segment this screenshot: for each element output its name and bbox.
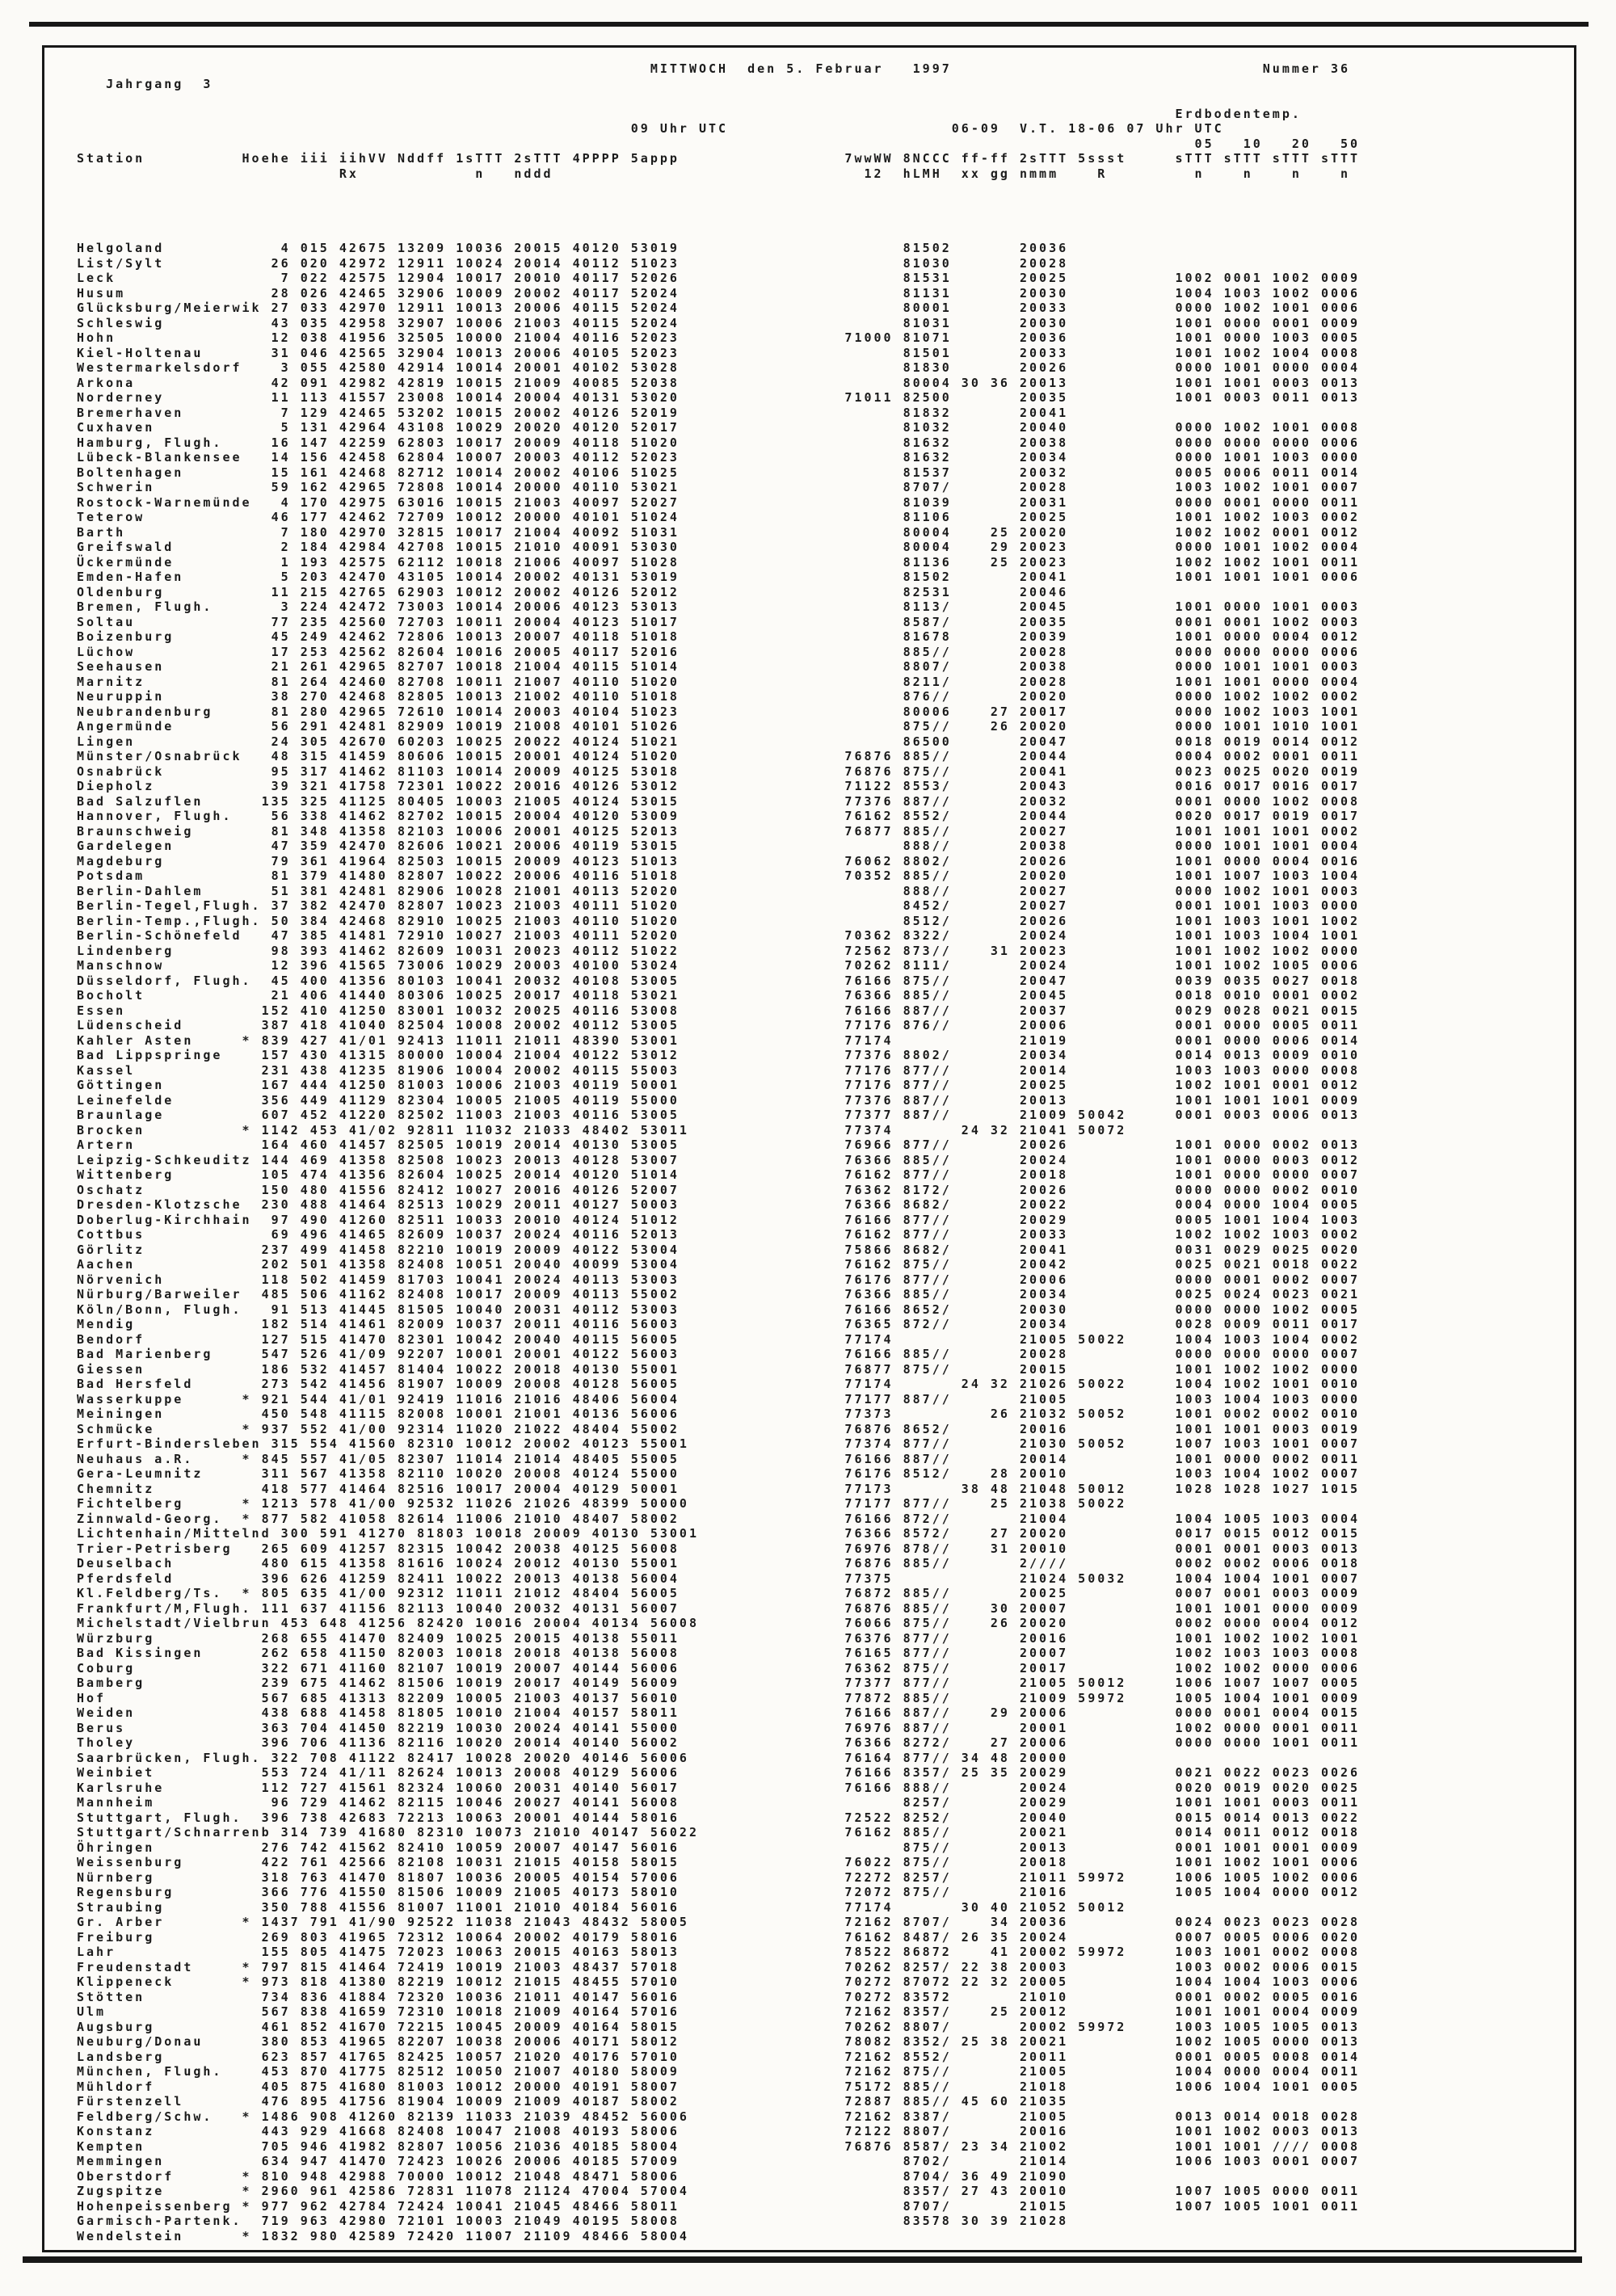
station-row-410: Essen 152 410 41250 83001 10032 20025 40116 53008 76166 887// 20037 0029 0028 0021 0015: [77, 1003, 1361, 1018]
station-row-156: Lübeck-Blankensee 14 156 42458 62804 10007 20003 40112 52023 81632 20034 0000 1001 1003 0000: [77, 450, 1361, 465]
station-row-526: Bad Marienberg 547 526 41/09 92207 10001 20001 40122 56003 76166 885// 20028 0000 0000 0000 0007: [77, 1347, 1361, 1361]
station-row-249: Boizenburg 45 249 42462 72806 10013 20007 40118 51018 81678 20039 1001 0000 0004 0012: [77, 629, 1361, 644]
station-row-325: Bad Salzuflen 135 325 41125 80405 10003 21005 40124 53015 77376 887// 20032 0001 0000 1002 0008: [77, 793, 1361, 809]
station-row-501: Aachen 202 501 41358 82408 10051 20040 40099 53004 76162 875// 20042 0025 0021 0018 0022: [77, 1257, 1361, 1272]
station-row-321: Diepholz 39 321 41758 72301 10022 20016 40126 53012 71122 8553/ 20043 0016 0017 0016 0017: [77, 779, 1361, 793]
station-row-655: Würzburg 268 655 41470 82409 10025 20015 40138 55011 76376 877// 20016 1001 1002 1002 1001: [77, 1630, 1361, 1646]
station-row-626: Pferdsfeld 396 626 41259 82411 10022 20013 40138 56004 77375 21024 50032 1004 1004 1001 0007: [77, 1571, 1361, 1586]
station-row-305: Lingen 24 305 42670 60203 10025 20022 40124 51021 86500 20047 0018 0019 0014 0012: [77, 734, 1361, 749]
station-row-430: Bad Lippspringe 157 430 41315 80000 10004 21004 40122 53012 77376 8802/ 20034 0014 0013 0009 0010: [77, 1048, 1361, 1062]
station-row-460: Artern 164 460 41457 82505 10019 20014 40130 53005 76966 877// 20026 1001 0000 0002 0013: [77, 1137, 1361, 1152]
station-row-515: Bendorf 127 515 41470 82301 10042 20040 40115 56005 77174 21005 50022 1004 1003 1004 0002: [77, 1331, 1361, 1347]
station-row-658: Bad Kissingen 262 658 41150 82003 10018 20018 40138 56008 76165 877// 20007 1002 1003 1003 0008: [77, 1646, 1361, 1660]
station-row-261: Seehausen 21 261 42965 82707 10018 21004 40115 51014 8807/ 20038 0000 1001 1001 0003: [77, 659, 1361, 674]
station-row-578: Fichtelberg * 1213 578 41/00 92532 11026 21026 48399 50000 77177 877// 25 21038 50022: [77, 1496, 1127, 1511]
header-line-1: Jahrgang 3: [77, 76, 213, 91]
station-row-805: Lahr 155 805 41475 72023 10063 20015 40163 58013 78522 86872 41 20002 59972 1003 1001 0002 0008: [77, 1945, 1361, 1959]
station-row-929: Konstanz 443 929 41668 82408 10047 21008 40193 58006 72122 8807/ 20016 1001 1002 0003 0013: [77, 2124, 1361, 2138]
station-row-396: Manschnow 12 396 41565 73006 10029 20003 40100 53024 70262 8111/ 20024 1001 1002 1005 0006: [77, 958, 1361, 973]
station-row-055: Westermarkelsdorf 3 055 42580 42914 10014 20001 40102 53028 81830 20026 0000 1001 0000 0004: [77, 360, 1361, 375]
station-row-359: Gardelegen 47 359 42470 82606 10021 20006 40119 53015 888// 20038 0000 1001 1001 0004: [77, 839, 1361, 853]
station-row-384: Berlin-Temp.,Flugh. 50 384 42468 82910 10025 21003 40110 51020 8512/ 20026 1001 1003 1001 1002: [77, 913, 1361, 928]
station-row-026: Husum 28 026 42465 32906 10009 20002 40117 52024 81131 20030 1004 1003 1002 0006: [77, 285, 1361, 301]
station-row-453: Brocken * 1142 453 41/02 92811 11032 21033 48402 53011 77374 24 32 21041 50072: [77, 1122, 1127, 1137]
station-row-193: Ückermünde 1 193 42575 62112 10018 21006 40097 51028 81136 25 20023 1002 1002 1001 0011: [77, 554, 1361, 570]
station-row-406: Bocholt 21 406 41440 80306 10025 20017 40118 53021 76366 885// 20045 0018 0010 0001 0002: [77, 988, 1361, 1003]
station-row-022: Leck 7 022 42575 12904 10017 20010 40117 52026 81531 20025 1002 0001 1002 0009: [77, 271, 1361, 285]
header-line-11: [77, 226, 1572, 242]
station-row-385: Berlin-Schönefeld 47 385 41481 72910 10027 21003 40111 52020 70362 8322/ 20024 1001 1003 1004 1001: [77, 928, 1361, 943]
station-row-544: Wasserkuppe * 921 544 41/01 92419 11016 21016 48406 56004 77177 887// 21005 1003 1004 1003 0000: [77, 1391, 1361, 1407]
station-row-161: Boltenhagen 15 161 42468 82712 10014 20002 40106 51025 81537 20032 0005 0006 0011 0014: [77, 465, 1361, 480]
station-row-724: Weinbiet 553 724 41/11 82624 10013 20008 40129 56006 76166 8357/ 25 35 20029 0021 0022 0023 0026: [77, 1765, 1361, 1780]
station-row-379: Potsdam 81 379 41480 82807 10022 20006 40116 51018 70352 885// 20020 1001 1007 1003 1004: [77, 868, 1361, 883]
station-row-727: Karlsruhe 112 727 41561 82324 10060 20031 40140 56017 76166 888// 20024 0020 0019 0020 0025: [77, 1780, 1361, 1795]
station-row-853: Neuburg/Donau 380 853 41965 82207 10038 20006 40171 58012 78082 8352/ 25 38 20021 1002 1005 0000 0013: [77, 2034, 1361, 2049]
station-row-170: Rostock-Warnemünde 4 170 42975 63016 10015 21003 40097 52027 81039 20031 0000 0001 0000 0011: [77, 494, 1361, 510]
station-row-291: Angermünde 56 291 42481 82909 10019 21008 40101 51026 875// 26 20020 0000 1001 1010 1001: [77, 719, 1361, 734]
station-row-035: Schleswig 43 035 42958 32907 10006 21003 40115 52024 81031 20030 1001 0000 0001 0009: [77, 315, 1361, 330]
station-row-449: Leinefelde 356 449 41129 82304 10005 21005 40119 55000 77376 887// 20013 1001 1001 1001 0009: [77, 1092, 1361, 1108]
station-row-685: Hof 567 685 41313 82209 10005 21003 40137 56010 77872 885// 21009 59972 1005 1004 1001 0009: [77, 1690, 1361, 1705]
station-row-557: Neuhaus a.R. * 845 557 41/05 82307 11014 21014 48405 55005 76166 887// 20014 1001 0000 0002 0011: [77, 1451, 1361, 1466]
station-row-542: Bad Hersfeld 273 542 41456 81907 10009 20008 40128 56005 77174 24 32 21026 50022 1004 1002 1001 0010: [77, 1377, 1361, 1391]
station-row-591: Lichtenhain/Mittelnd 300 591 41270 81803 10018 20009 40130 53001 76366 8572/ 27 20020 0017 0015 0012 0015: [77, 1526, 1361, 1541]
station-row-788: Straubing 350 788 41556 81007 11001 21010 40184 56016 77174 30 40 21052 50012: [77, 1899, 1127, 1915]
station-row-815: Freudenstadt * 797 815 41464 72419 10019 21003 48437 57018 70262 8257/ 22 38 20003 1003 0002 0006 0015: [77, 1959, 1361, 1974]
station-row-818: Klippeneck * 973 818 41380 82219 10012 21015 48455 57010 70272 87072 22 32 20005 1004 1004 1003 0006: [77, 1974, 1361, 1989]
station-row-738: Stuttgart, Flugh. 396 738 42683 72213 10063 20001 40144 58016 72522 8252/ 20040 0015 0014 0013 0022: [77, 1810, 1361, 1825]
station-row-582: Zinnwald-Georg. * 877 582 41058 82614 11006 21010 48407 58002 76166 872// 21004 1004 1005 1003 0004: [77, 1511, 1361, 1526]
header-line-2: [77, 91, 1572, 107]
station-row-948: Oberstdorf * 810 948 42988 70000 10012 21048 48471 58006 8704/ 36 49 21090: [77, 2168, 1069, 2184]
station-row-729: Mannheim 96 729 41462 82115 10046 20027 40141 56008 8257/ 20029 1001 1001 0003 0011: [77, 1795, 1361, 1810]
station-row-046: Kiel-Holtenau 31 046 42565 32904 10013 20006 40105 52023 81501 20033 1001 1002 1004 0008: [77, 345, 1361, 360]
station-row-474: Wittenberg 105 474 41356 82604 10025 20014 40120 51014 76162 877// 20018 1001 0000 0000 0007: [77, 1167, 1361, 1182]
station-row-427: Kahler Asten * 839 427 41/01 92413 11011 21011 48390 53001 77174 21019 0001 0000 0006 0014: [77, 1032, 1361, 1048]
station-row-803: Freiburg 269 803 41965 72312 10064 20002 40179 58016 76162 8487/ 26 35 20024 0007 0005 0006 0020: [77, 1929, 1361, 1945]
station-row-706: Tholey 396 706 41136 82116 10020 20014 40140 56002 76366 8272/ 27 20006 0000 0000 1001 0011: [77, 1735, 1361, 1750]
station-row-113: Norderney 11 113 41557 23008 10014 20004 40131 53020 71011 82500 20035 1001 0003 0011 0013: [77, 390, 1361, 405]
header-line-6: Station Hoehe iii iihVV Nddff 1sTTT 2sTTT 4PPPP 5appp 7wwWW 8NCCC ff-ff 2sTTT 5ssst sTTT sTTT sTTT sTTT: [77, 151, 1361, 166]
station-row-552: Schmücke * 937 552 41/00 92314 11020 21022 48404 55002 76876 8652/ 20016 1001 1001 0003 0019: [77, 1421, 1361, 1436]
station-row-131: Cuxhaven 5 131 42964 43108 10029 20020 40120 52017 81032 20040 0000 1002 1001 0008: [77, 420, 1361, 435]
station-row-418: Lüdenscheid 387 418 41040 82504 10008 20002 40112 53005 77176 876// 20006 0001 0000 0005 0011: [77, 1018, 1361, 1032]
station-row-338: Hannover, Flugh. 56 338 41462 82702 10015 20004 40120 53009 76162 8552/ 20044 0020 0017 0019 0017: [77, 809, 1361, 823]
header-line-9: [77, 196, 1572, 212]
station-row-980: Wendelstein * 1832 980 42589 72420 11007 21109 48466 58004: [77, 2228, 689, 2243]
station-row-554: Erfurt-Bindersleben 315 554 41560 82310 10012 20002 40123 55001 77374 877// 21030 50052 1007 1003 1001 0007: [77, 1436, 1361, 1451]
station-row-875: Mühldorf 405 875 41680 81003 10012 20000 40191 58007 75172 885// 21018 1006 1004 1001 0005: [77, 2079, 1361, 2094]
station-row-317: Osnabrück 95 317 41462 81103 10014 20009 40125 53018 76876 875// 20041 0023 0025 0020 0019: [77, 763, 1361, 779]
station-row-348: Braunschweig 81 348 41358 82103 10006 20001 40125 52013 76877 885// 20027 1001 1001 1001 0002: [77, 823, 1361, 839]
station-row-270: Neuruppin 38 270 42468 82805 10013 21002 40110 51018 876// 20020 0000 1002 1002 0002: [77, 689, 1361, 704]
station-row-129: Bremerhaven 7 129 42465 53202 10015 20002 40126 52019 81832 20041: [77, 405, 1069, 420]
station-row-548: Meiningen 450 548 41115 82008 10001 21001 40136 56006 77373 26 21032 50052 1001 0002 0002 0010: [77, 1407, 1361, 1421]
station-row-469: Leipzig-Schkeuditz 144 469 41358 82508 10023 20013 40128 53007 76366 885// 20024 1001 0000 0003 0012: [77, 1152, 1361, 1167]
station-row-215: Oldenburg 11 215 42765 62903 10012 20002 40126 52012 82531 20046: [77, 584, 1069, 599]
station-row-577: Chemnitz 418 577 41464 82516 10017 20004 40129 50001 77173 38 48 21048 50012 1028 1028 1027 1015: [77, 1481, 1361, 1496]
station-row-381: Berlin-Dahlem 51 381 42481 82906 10028 21001 40113 52020 888// 20027 0000 1002 1001 0003: [77, 883, 1361, 898]
header-line-0: MITTWOCH den 5. Februar 1997 Nummer 36: [77, 61, 1351, 76]
station-row-147: Hamburg, Flugh. 16 147 42259 62803 10017 20009 40118 51020 81632 20038 0000 0000 0000 0006: [77, 435, 1361, 450]
station-row-224: Bremen, Flugh. 3 224 42472 73003 10014 20006 40123 53013 8113/ 20045 1001 0000 1001 0003: [77, 599, 1361, 614]
station-row-480: Oschatz 150 480 41556 82412 10027 20016 40126 52007 76362 8172/ 20026 0000 0000 0002 0010: [77, 1182, 1361, 1197]
station-row-870: München, Flugh. 453 870 41775 82512 10050 21007 40180 58009 72162 875// 21005 1004 0000 0004 0011: [77, 2064, 1361, 2079]
station-row-253: Lüchow 17 253 42562 82604 10016 20005 40117 52016 885// 20028 0000 0000 0000 0006: [77, 644, 1361, 659]
station-row-315: Münster/Osnabrück 48 315 41459 80606 10015 20001 40124 51020 76876 885// 20044 0004 0002 0001 0011: [77, 749, 1361, 763]
station-row-502: Nörvenich 118 502 41459 81703 10041 20024 40113 53003 76176 877// 20006 0000 0001 0002 0007: [77, 1272, 1361, 1287]
station-row-438: Kassel 231 438 41235 81906 10004 20002 40115 55003 77176 877// 20014 1003 1003 0000 0008: [77, 1062, 1361, 1078]
station-row-908: Feldberg/Schw. * 1486 908 41260 82139 11033 21039 48452 56006 72162 8387/ 21005 0013 0014 0018 0028: [77, 2109, 1361, 2124]
station-row-162: Schwerin 59 162 42965 72808 10014 20000 40110 53021 8707/ 20028 1003 1002 1001 0007: [77, 480, 1361, 494]
station-row-615: Deuselbach 480 615 41358 81616 10024 20012 40130 55001 76876 885// 2//// 0002 0002 0006 0018: [77, 1556, 1361, 1571]
station-row-180: Barth 7 180 42970 32815 10017 21004 40092 51031 80004 25 20020 1002 1002 0001 0012: [77, 524, 1361, 540]
station-row-203: Emden-Hafen 5 203 42470 43105 10014 20002 40131 53019 81502 20041 1001 1001 1001 0006: [77, 570, 1361, 584]
station-row-020: List/Sylt 26 020 42972 12911 10024 20014 40112 51023 81030 20028: [77, 255, 1069, 271]
header-line-8: [77, 181, 1572, 196]
station-row-742: Öhringen 276 742 41562 82410 10059 20007 40147 56016 875// 20013 0001 1001 0001 0009: [77, 1840, 1361, 1855]
station-row-648: Michelstadt/Vielbrun 453 648 41256 82420 10016 20004 40134 56008 76066 875// 26 20020 0002 0000 0004 0012: [77, 1616, 1361, 1630]
station-row-763: Nürnberg 318 763 41470 81807 10036 20005 40154 57006 72272 8257/ 21011 59972 1006 1005 1002 0006: [77, 1869, 1361, 1885]
station-row-361: Magdeburg 79 361 41964 82503 10015 20009 40123 51013 76062 8802/ 20026 1001 0000 0004 0016: [77, 853, 1361, 868]
station-row-635: Kl.Feldberg/Ts. * 805 635 41/00 92312 11011 21012 48404 56005 76872 885// 20025 0007 0001 0003 0009: [77, 1586, 1361, 1600]
station-row-496: Cottbus 69 496 41465 82609 10037 20024 40116 52013 76162 877// 20033 1002 1002 1003 0002: [77, 1227, 1361, 1242]
station-row-514: Mendig 182 514 41461 82009 10037 20011 40116 56003 76365 872// 20034 0028 0009 0011 0017: [77, 1317, 1361, 1331]
station-row-637: Frankfurt/M,Flugh. 111 637 41156 82113 10040 20032 40131 56007 76876 885// 30 20007 1001 1001 0000 0009: [77, 1600, 1361, 1616]
station-row-895: Fürstenzell 476 895 41756 81904 10009 21009 40187 58002 72887 885// 45 60 21035: [77, 2094, 1069, 2109]
station-row-946: Kempten 705 946 41982 82807 10056 21036 40185 58004 76876 8587/ 23 34 21002 1001 1001 //// 0008: [77, 2138, 1361, 2154]
station-row-184: Greifswald 2 184 42984 42708 10015 21010 40091 53030 80004 29 20023 0000 1001 1002 0004: [77, 540, 1361, 554]
bottom-rule: [23, 2256, 1582, 2263]
station-row-857: Landsberg 623 857 41765 82425 10057 21020 40176 57010 72162 8552/ 20011 0001 0005 0008 0014: [77, 2049, 1361, 2064]
station-row-836: Stötten 734 836 41884 72320 10036 21011 40147 56016 70272 83572 21010 0001 0002 0005 0016: [77, 1989, 1361, 2004]
station-row-962: Hohenpeissenberg * 977 962 42784 72424 10041 21045 48466 58011 8707/ 21015 1007 1005 1001 0011: [77, 2198, 1361, 2214]
header-line-3: Erdbodentemp.: [77, 106, 1302, 121]
station-row-400: Düsseldorf, Flugh. 45 400 41356 80103 10041 20032 40108 53005 76166 875// 20047 0039 0035 0027 0018: [77, 973, 1361, 988]
station-row-609: Trier-Petrisberg 265 609 41257 82315 10042 20038 40125 56008 76976 878// 31 20010 0001 0001 0003 0013: [77, 1541, 1361, 1556]
station-row-776: Regensburg 366 776 41550 81506 10009 21005 40173 58010 72072 875// 21016 1005 1004 0000 0012: [77, 1885, 1361, 1899]
station-row-033: Glücksburg/Meierwik 27 033 42970 12911 10013 20006 40115 52024 80001 20033 0000 1002 1001 0006: [77, 301, 1361, 315]
header-line-5: 05 10 20 50: [77, 136, 1361, 151]
station-row-393: Lindenberg 98 393 41462 82609 10031 20023 40112 51022 72562 873// 31 20023 1001 1002 1002 0000: [77, 943, 1361, 958]
station-row-671: Coburg 322 671 41160 82107 10019 20007 40144 56006 76362 875// 20017 1002 1002 0000 0006: [77, 1660, 1361, 1676]
station-row-708: Saarbrücken, Flugh. 322 708 41122 82417 10028 20020 40146 56006 76164 877// 34 48 20000: [77, 1750, 1069, 1765]
station-row-038: Hohn 12 038 41956 32505 10000 21004 40116 52023 71000 81071 20036 1001 0000 1003 0005: [77, 330, 1361, 345]
station-row-091: Arkona 42 091 42982 42819 10015 21009 40085 52038 80004 30 36 20013 1001 1001 0003 0013: [77, 375, 1361, 390]
top-rule: [29, 22, 1589, 27]
station-row-490: Doberlug-Kirchhain 97 490 41260 82511 10033 20010 40124 51012 76166 877// 20029 0005 1001 1004 1003: [77, 1212, 1361, 1227]
station-row-838: Ulm 567 838 41659 72310 10018 21009 40164 57016 72162 8357/ 25 20012 1001 1001 0004 0009: [77, 2004, 1361, 2019]
station-row-506: Nürburg/Barweiler 485 506 41162 82408 10017 20009 40113 55002 76366 885// 20034 0025 0024 0023 0021: [77, 1287, 1361, 1301]
header-line-7: Rx n nddd 12 hLMH xx gg nmmm R n n n n: [77, 166, 1351, 181]
station-row-675: Bamberg 239 675 41462 81506 10019 20017 40149 56009 77377 877// 21005 50012 1006 1007 1007 0005: [77, 1676, 1361, 1690]
station-row-280: Neubrandenburg 81 280 42965 72610 10014 20003 40104 51023 80006 27 20017 0000 1002 1003 1001: [77, 704, 1361, 719]
station-row-704: Berus 363 704 41450 82219 10030 20024 40141 55000 76976 887// 20001 1002 0000 0001 0011: [77, 1720, 1361, 1735]
station-row-452: Braunlage 607 452 41220 82502 11003 21003 40116 53005 77377 887// 21009 50042 0001 0003 0006 0013: [77, 1108, 1361, 1122]
station-row-688: Weiden 438 688 41458 81805 10010 21004 40157 58011 76166 887// 29 20006 0000 0001 0004 0015: [77, 1705, 1361, 1720]
station-row-532: Giessen 186 532 41457 81404 10022 20018 40130 55001 76877 875// 20015 1001 1002 1002 0000: [77, 1361, 1361, 1377]
station-row-264: Marnitz 81 264 42460 82708 10011 21007 40110 51020 8211/ 20028 1001 1001 0000 0004: [77, 674, 1361, 689]
station-row-963: Garmisch-Partenk. 719 963 42980 72101 10003 21049 40195 58008 83578 30 39 21028: [77, 2214, 1069, 2228]
station-row-761: Weissenburg 422 761 42566 82108 10031 21015 40158 58015 76022 875// 20018 1001 1002 1001 0006: [77, 1855, 1361, 1869]
station-row-961: Zugspitze * 2960 961 42586 72831 11078 21124 47004 57004 8357/ 27 43 20010 1007 1005 0000 0011: [77, 2184, 1361, 2198]
station-row-177: Teterow 46 177 42462 72709 10012 20000 40101 51024 81106 20025 1001 1002 1003 0002: [77, 510, 1361, 524]
station-row-499: Görlitz 237 499 41458 82210 10019 20009 40122 53004 75866 8682/ 20041 0031 0029 0025 0020: [77, 1242, 1361, 1257]
header-line-4: 09 Uhr UTC 06-09 V.T. 18-06 07 Uhr UTC: [77, 121, 1224, 136]
station-row-488: Dresden-Klotzsche 230 488 41464 82513 10029 20011 40127 50003 76366 8682/ 20022 0004 0000 1004 0005: [77, 1197, 1361, 1212]
station-row-791: Gr. Arber * 1437 791 41/90 92522 11038 21043 48432 58005 72162 8707/ 34 20036 0024 0023 0023 0028: [77, 1915, 1361, 1929]
station-row-739: Stuttgart/Schnarrenb 314 739 41680 82310 10073 21010 40147 56022 76162 885// 20021 0014 0011 0012 0018: [77, 1825, 1361, 1840]
station-row-235: Soltau 77 235 42560 72703 10011 20004 40123 51017 8587/ 20035 0001 0001 1002 0003: [77, 614, 1361, 629]
station-row-852: Augsburg 461 852 41670 72215 10045 20009 40164 58015 70262 8807/ 20002 59972 1003 1005 1005 0013: [77, 2019, 1361, 2034]
station-row-513: Köln/Bonn, Flugh. 91 513 41445 81505 10040 20031 40112 53003 76166 8652/ 20030 0000 0000 1002 0005: [77, 1301, 1361, 1317]
station-row-947: Memmingen 634 947 41470 72423 10026 20006 40185 57009 8702/ 21014 1006 1003 0001 0007: [77, 2154, 1361, 2168]
station-row-567: Gera-Leumnitz 311 567 41358 82110 10020 20008 40124 55000 76176 8512/ 28 20010 1003 1004 1002 0007: [77, 1466, 1361, 1481]
station-row-015: Helgoland 4 015 42675 13209 10036 20015 40120 53019 81502 20036: [77, 241, 1069, 255]
station-row-382: Berlin-Tegel,Flugh. 37 382 42470 82807 10023 21003 40111 51020 8452/ 20027 0001 1001 1003 0000: [77, 898, 1361, 913]
header-line-10: [77, 211, 1572, 226]
station-row-444: Göttingen 167 444 41250 81003 10006 21003 40119 50001 77176 877// 20025 1002 1001 0001 0012: [77, 1078, 1361, 1092]
bulletin-table: [77, 61, 1572, 2243]
